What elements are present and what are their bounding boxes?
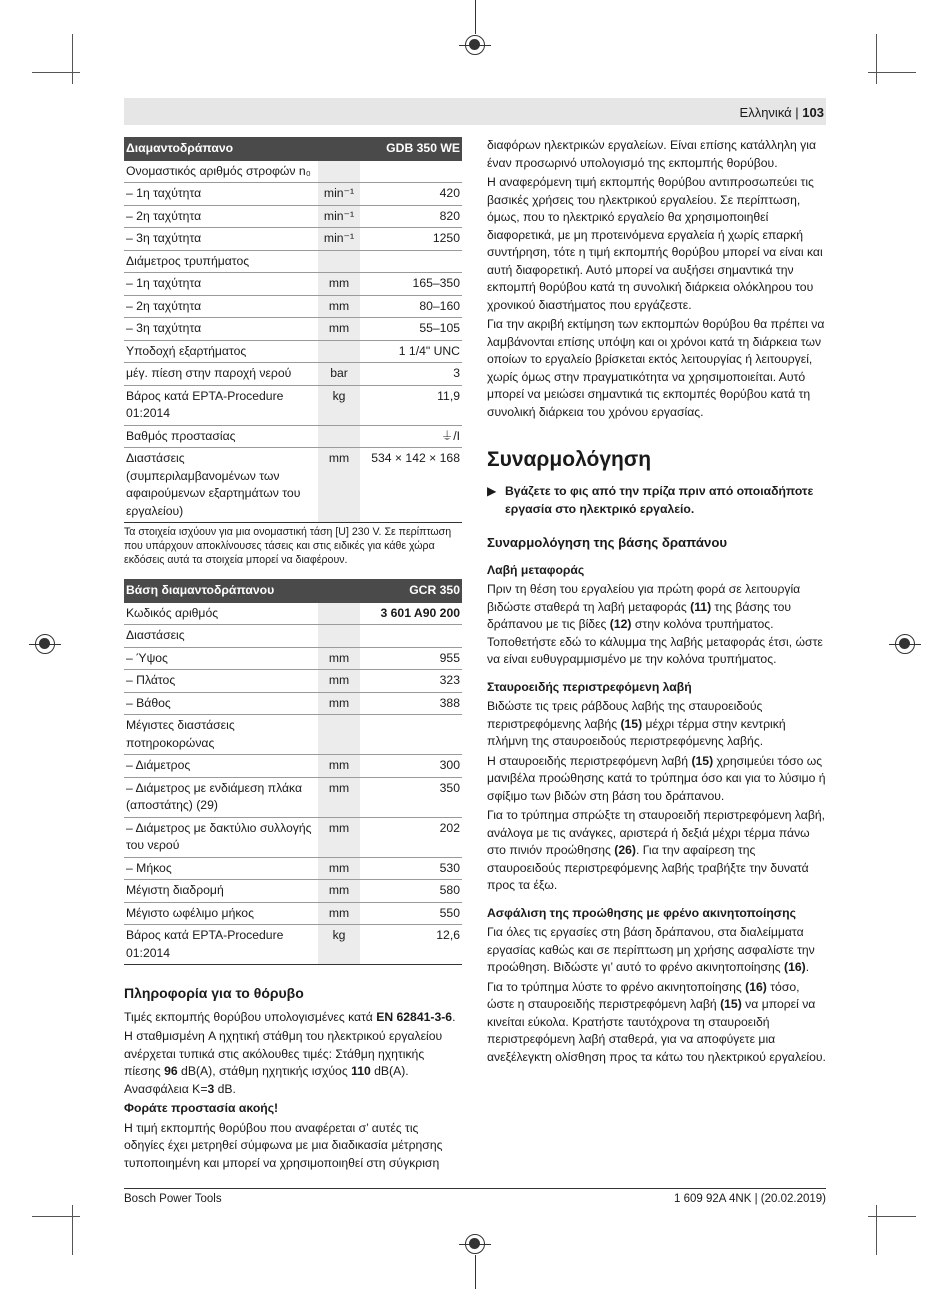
right-paragraph-3: Για την ακριβή εκτίμηση των εκπομπών θορύβου θα πρέπει να λαμβάνονται επίσης υπόψη και οι χρόνοι κατά τη διάρκεια των οποίων το εργαλείο βρίσκεται εκτός λειτουργίας ή λειτουργεί, χωρίς όμως στην πραγματικότητα να χρησιμοποιείται. Αυτό μπορεί να μειώσει σημαντικά τις εκπομπές θορύβου κατά τη συνολική διάρκεια του χρόνου εργασίας. [487, 317, 825, 419]
table-row [124, 161, 462, 183]
ear-protection-note: Φοράτε προστασία ακοής! [124, 1101, 279, 1115]
row-unit [318, 603, 360, 625]
row-unit: kg [318, 925, 360, 965]
right-column [487, 137, 826, 1068]
crop-mark [32, 72, 80, 73]
registration-line [475, 0, 476, 34]
right-paragraph-2: Η αναφερόμενη τιμή εκπομπής θορύβου αντιπροσωπεύει τις βασικές χρήσεις του ηλεκτρικού εργαλείου. Σε περίπτωση, όμως, που το ηλεκτρικό εργαλείο θα χρησιμοποιηθεί διαφορετικά, με μη προτεινόμενα εργαλεία ή χωρίς επαρκή συντήρηση, τότε η τιμή εκπομπής θορύβου μπορεί να είναι και αυτή διαφορετική. Αυτό μπορεί να αυξήσει σημαντικά την εκπομπή θορύβου κατά τη συνολική διάρκεια ολόκληρου του χρονικού διαστήματος που εργάζεστε. [487, 175, 823, 312]
crop-mark [72, 1205, 73, 1255]
registration-mark-icon [465, 35, 485, 55]
table-row [124, 625, 462, 648]
row-value: 420 [360, 183, 462, 206]
crop-mark [876, 34, 877, 84]
row-value: 11,9 [360, 385, 462, 425]
row-label: Μέγιστη διαδρομή [124, 880, 318, 903]
feed-lock-paragraph-2: Για το τρύπημα λύστε το φρένο ακινητοποίησης (16) τόσο, ώστε η σταυροειδής περιστρεφόμενη λαβή (15) να μπορεί να κινείται εύκολα. Κρατήστε ταυτόχρονα τη σταυροειδή περιστρεφόμενη λαβή σταθερά, για να αποφύγετε μια ανεξέλεγκτη ολίσθηση προς τα κάτω του ηλεκτρικού εργαλείου. [487, 979, 826, 1064]
cross-handle-paragraph-2: Η σταυροειδής περιστρεφόμενη λαβή (15) χρησιμεύει τόσο ως μανιβέλα προώθησης κατά το τρύπημα όσο και για το λύσιμο ή σφίξιμο των βιδών στη βάση του δράπανου. [487, 753, 826, 803]
table-header-row [124, 579, 462, 603]
left-column [124, 137, 462, 1174]
row-unit: mm [318, 670, 360, 693]
registration-mark-icon [465, 1234, 485, 1254]
footer-rule [124, 1188, 826, 1189]
row-unit: min⁻¹ [318, 205, 360, 228]
table-row [124, 902, 462, 925]
row-value: 202 [360, 817, 462, 857]
table-row [124, 273, 462, 296]
row-label: – Διάμετρος [124, 755, 318, 778]
row-unit: mm [318, 448, 360, 523]
row-label: Βάρος κατά EPTA‑Procedure 01:2014 [124, 385, 318, 425]
noise-paragraph-1: Τιμές εκπομπής θορύβου υπολογισμένες κατά EN 62841-3-6. [124, 1009, 456, 1024]
carry-handle-heading: Λαβή μεταφοράς [487, 562, 585, 577]
row-unit: mm [318, 318, 360, 341]
row-value: 530 [360, 857, 462, 880]
row-unit: mm [318, 777, 360, 817]
base-assembly-heading: Συναρμολόγηση της βάσης δραπάνου [487, 535, 728, 550]
row-value [360, 715, 462, 755]
row-label: μέγ. πίεση στην παροχή νερού [124, 363, 318, 386]
row-value: 550 [360, 902, 462, 925]
row-value: 388 [360, 692, 462, 715]
row-unit: mm [318, 902, 360, 925]
cross-handle-paragraph-3: Για το τρύπημα σπρώξτε τη σταυροειδή περιστρεφόμενη λαβή, ανάλογα με τις ανάγκες, αριστερά ή δεξιά μέχρι τέρμα πάνω στο πινιόν προώθησης (26). Για την αφαίρεση της σταυροειδούς περιστρεφόμενης λαβής τραβήξτε την δυνατά προς τα έξω. [487, 808, 826, 892]
row-unit: min⁻¹ [318, 183, 360, 206]
row-value: 350 [360, 777, 462, 817]
noise-heading: Πληροφορία για το θόρυβο [124, 985, 304, 1001]
table-row [124, 183, 462, 206]
row-unit: bar [318, 363, 360, 386]
row-label: Βάρος κατά EPTA‑Procedure 01:2014 [124, 925, 318, 965]
header-band [124, 98, 826, 125]
row-unit [318, 340, 360, 363]
feed-lock-paragraph-1: Για όλες τις εργασίες στη βάση δράπανου, στα διαλείμματα εργασίας καθώς και σε περίπτωση μη χρήσης ασφαλίστε την προώθηση. Βιδώστε γι’ αυτό το φρένο ακινητοποίησης (16). [487, 925, 815, 974]
row-label: – 1η ταχύτητα [124, 183, 318, 206]
row-unit [318, 161, 360, 183]
assembly-heading: Συναρμολόγηση [487, 448, 652, 471]
table-row [124, 715, 462, 755]
row-value: 12,6 [360, 925, 462, 965]
row-unit [318, 250, 360, 273]
table-row [124, 925, 462, 965]
table-row [124, 385, 462, 425]
warning-text: Βγάζετε το φις από την πρίζα πριν από οποιαδήποτε εργασία στο ηλεκτρικό εργαλείο. [505, 484, 814, 516]
table-row [124, 670, 462, 693]
registration-line [475, 1255, 476, 1289]
right-paragraph-1: διαφόρων ηλεκτρικών εργαλείων. Είναι επίσης κατάλληλη για έναν προσωρινό υπολογισμό της εκπομπής θορύβου. [487, 138, 816, 170]
table-row [124, 228, 462, 251]
registration-mark-icon [35, 634, 55, 654]
row-value [360, 250, 462, 273]
row-label: – Μήκος [124, 857, 318, 880]
row-value: 3 [360, 363, 462, 386]
table-row [124, 340, 462, 363]
row-value [360, 161, 462, 183]
table-row [124, 777, 462, 817]
row-unit [318, 625, 360, 648]
table-row [124, 448, 462, 523]
row-unit: mm [318, 295, 360, 318]
row-unit: mm [318, 755, 360, 778]
row-unit: mm [318, 273, 360, 296]
row-label: Μέγιστες διαστάσεις ποτηροκορώνας [124, 715, 318, 755]
table-header-model: GDB 350 WE [360, 137, 462, 161]
noise-paragraph-2: Η σταθμισμένη A ηχητική στάθμη του ηλεκτρικού εργαλείου ανέρχεται τυπικά στις ακόλουθες τιμές: Στάθμη ηχητικής πίεσης 96 dB(A), στάθμη ηχητικής ισχύος 110 dB(A). Ανασφάλεια K=3 dB. [124, 1029, 443, 1096]
page-header: Ελληνικά | 103 [739, 105, 824, 120]
row-label: Διαστάσεις [124, 625, 318, 648]
row-label: Υποδοχή εξαρτήματος [124, 340, 318, 363]
footer-brand: Bosch Power Tools [124, 1193, 222, 1205]
table-note: Τα στοιχεία ισχύουν για μια ονομαστική τάση [U] 230 V. Σε περίπτωση που υπάρχουν αποκλίνουσες τάσεις και στις ειδικές για κάθε χώρα εκδόσεις αυτά τα στοιχεία μπορεί να διαφέρουν. [124, 526, 452, 566]
row-unit: mm [318, 880, 360, 903]
table-row [124, 363, 462, 386]
row-value: 80–160 [360, 295, 462, 318]
feed-lock-heading: Ασφάλιση της προώθησης με φρένο ακινητοποίησης [487, 905, 796, 920]
warning-item [487, 483, 826, 518]
cross-handle-heading: Σταυροειδής περιστρεφόμενη λαβή [487, 679, 692, 694]
table-row [124, 755, 462, 778]
table-row [124, 205, 462, 228]
table-row [124, 250, 462, 273]
row-label: Ονομαστικός αριθμός στροφών n₀ [124, 161, 318, 183]
row-value: 300 [360, 755, 462, 778]
bullet-triangle-icon: ▶ [487, 484, 497, 498]
table-row [124, 647, 462, 670]
row-value: 165–350 [360, 273, 462, 296]
table-row [124, 295, 462, 318]
noise-paragraph-3: Η τιμή εκπομπής θορύβου που αναφέρεται σ’ αυτές τις οδηγίες έχει μετρηθεί σύμφωνα με μια διαδικασία μέτρησης τυποποιημένη και μπορεί να χρησιμοποιηθεί στη σύγκριση [124, 1120, 443, 1170]
footer-doc-number: 1 609 92A 4NK | (20.02.2019) [674, 1193, 826, 1205]
row-unit: mm [318, 857, 360, 880]
row-label: – 2η ταχύτητα [124, 205, 318, 228]
table-row [124, 318, 462, 341]
header-language: Ελληνικά [739, 105, 792, 120]
crop-mark [868, 72, 916, 73]
row-label: – 3η ταχύτητα [124, 318, 318, 341]
row-label: Βαθμός προστασίας [124, 425, 318, 448]
row-label: Μέγιστο ωφέλιμο μήκος [124, 902, 318, 925]
row-label: – Διάμετρος με ενδιάμεση πλάκα (αποστάτης) (29) [124, 777, 318, 817]
row-label: Διαστάσεις (συμπεριλαμβανομένων των αφαιρούμενων εξαρτημάτων του εργαλείου) [124, 448, 318, 523]
spec-table-stand [124, 579, 462, 965]
table-row [124, 880, 462, 903]
row-unit: mm [318, 647, 360, 670]
table-header-label: Διαμαντοδράπανο [124, 137, 360, 161]
row-unit: kg [318, 385, 360, 425]
row-value: ⏚/I [360, 425, 462, 448]
crop-mark [868, 1216, 916, 1217]
cross-handle-paragraph-1: Βιδώστε τις τρεις ράβδους λαβής της σταυροειδούς περιστρεφόμενης λαβής (15) μέχρι τέρμα στην κεντρική πλήμνη της σταυροειδούς περιστρεφόμενης λαβής. [487, 699, 786, 748]
crop-mark [72, 34, 73, 84]
row-value: 955 [360, 647, 462, 670]
row-unit: mm [318, 817, 360, 857]
page-number: 103 [802, 105, 824, 120]
row-unit: min⁻¹ [318, 228, 360, 251]
row-unit [318, 425, 360, 448]
table-header-label: Βάση διαμαντοδράπανου [124, 579, 360, 603]
row-value: 55–105 [360, 318, 462, 341]
row-label: – 2η ταχύτητα [124, 295, 318, 318]
crop-mark [32, 1216, 80, 1217]
table-header-row [124, 137, 462, 161]
row-label: – Βάθος [124, 692, 318, 715]
table-row [124, 425, 462, 448]
row-label: – 1η ταχύτητα [124, 273, 318, 296]
row-value: 580 [360, 880, 462, 903]
row-label: Κωδικός αριθμός [124, 603, 318, 625]
row-value: 820 [360, 205, 462, 228]
spec-table-drill [124, 137, 462, 523]
table-row [124, 692, 462, 715]
row-value: 1 1/4" UNC [360, 340, 462, 363]
crop-mark [876, 1205, 877, 1255]
row-unit: mm [318, 692, 360, 715]
registration-mark-icon [895, 634, 915, 654]
row-value: 1250 [360, 228, 462, 251]
row-label: – Ύψος [124, 647, 318, 670]
row-label: – Πλάτος [124, 670, 318, 693]
table-header-model: GCR 350 [360, 579, 462, 603]
table-row [124, 857, 462, 880]
row-value: 534 × 142 × 168 [360, 448, 462, 523]
table-row [124, 817, 462, 857]
row-label: – Διάμετρος με δακτύλιο συλλογής του νερού [124, 817, 318, 857]
row-value: 323 [360, 670, 462, 693]
row-unit [318, 715, 360, 755]
table-row [124, 603, 462, 625]
row-label: – 3η ταχύτητα [124, 228, 318, 251]
carry-handle-paragraph: Πριν τη θέση του εργαλείου για πρώτη φορά σε λειτουργία βιδώστε σταθερά τη λαβή μεταφοράς (11) της βάσης του δράπανου με τις βίδες (12) στην κολόνα τρυπήματος. Τοποθετήστε εδώ το κάλυμμα της λαβής μεταφοράς έτσι, ώστε να είναι ευθυγραμμισμένο με την κολόνα τρυπήματος. [487, 582, 823, 666]
row-value [360, 625, 462, 648]
row-value: 3 601 A90 200 [360, 603, 462, 625]
row-label: Διάμετρος τρυπήματος [124, 250, 318, 273]
